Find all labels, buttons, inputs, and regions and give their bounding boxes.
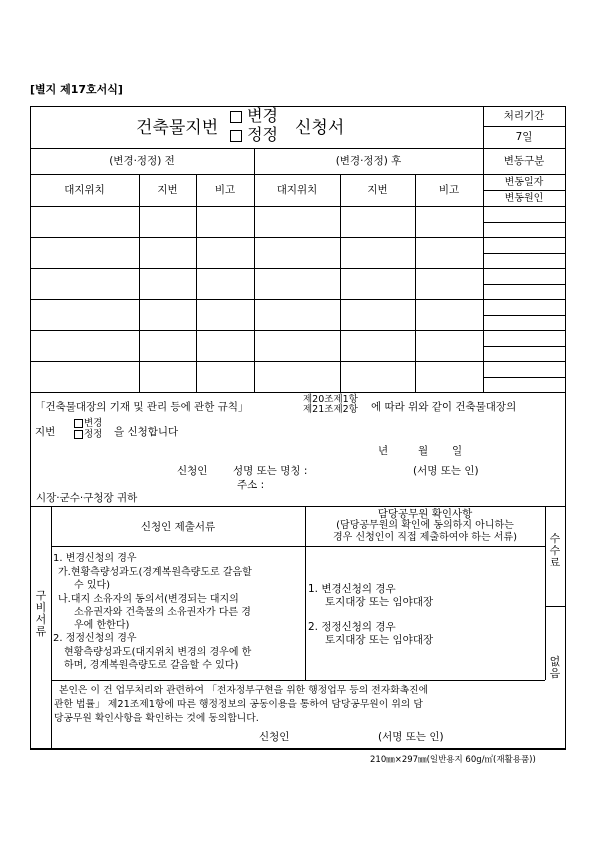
official-check-header: 담당공무원 확인사항 — [377, 508, 473, 520]
paper-spec-footer: 210㎜×297㎜(일반용지 60g/㎡(재활용품)) — [370, 755, 536, 765]
submit-line: 수 있다) — [74, 580, 111, 591]
official-line: 2. 정정신청의 경우 — [308, 621, 396, 633]
statement-rule-name: 「건축물대장의 기재 및 관리 등에 관한 규칙」 — [35, 401, 249, 413]
statement-change-checkbox[interactable] — [74, 419, 83, 428]
fee-value: 없음 — [549, 655, 561, 680]
statement-option-correct: 정정 — [74, 430, 102, 440]
title-option-change: 변경 — [230, 106, 278, 126]
submit-line: 하며, 경계복원측량도로 갈음할 수 있다) — [64, 660, 239, 671]
consent-line: 당공무원 확인사항을 확인하는 것에 동의합니다. — [54, 713, 259, 724]
applicant-label: 신청인 — [177, 465, 208, 477]
statement-line1-end: 에 따라 위와 같이 건축물대장의 — [371, 401, 517, 413]
applicant-docs-header: 신청인 제출서류 — [140, 521, 216, 533]
official-check-note-1: (담당공무원의 확인에 동의하지 아니하는 — [336, 520, 514, 531]
col-after-note: 비고 — [438, 184, 460, 196]
signature-label: (서명 또는 인) — [413, 465, 479, 477]
col-before-note: 비고 — [214, 184, 236, 196]
submit-line: 가.현황측량성과도(경계복원측량도로 갈음할 — [58, 567, 252, 578]
change-reason-label: 변동원인 — [504, 193, 544, 204]
change-checkbox[interactable] — [230, 111, 242, 123]
date-day-label: 일 — [452, 445, 463, 457]
statement-rule-article-b: 제21조제2항 — [303, 404, 358, 415]
processing-period-label: 처리기간 — [503, 110, 545, 122]
submit-line: 소유권자와 건축물의 소유권자가 다른 경 — [74, 607, 251, 618]
recipient-label: 시장·군수·구청장 귀하 — [36, 492, 138, 504]
submit-line: 현황측량성과도(대지위치 변경의 경우에 한 — [64, 647, 252, 658]
processing-period-value: 7일 — [515, 131, 533, 143]
statement-lot-prefix: 지번 — [35, 426, 56, 438]
date-year-label: 년 — [378, 445, 389, 457]
title-option-correct: 정정 — [230, 125, 278, 145]
title-prefix: 건축물지번 — [136, 118, 219, 138]
col-after-location: 대지위치 — [276, 184, 318, 196]
submit-line: 나.대지 소유자의 동의서(변경되는 대지의 — [58, 594, 239, 605]
statement-rule-article-a: 제20조제1항 — [303, 394, 358, 405]
consent-line: 본인은 이 건 업무처리와 관련하여 「전자정부구현을 위한 행정업무 등의 전자화촉진에 — [59, 685, 429, 696]
after-header: (변경·정정) 후 — [335, 155, 402, 167]
change-type-label: 변동구분 — [503, 155, 545, 167]
statement-option-change: 변경 — [74, 419, 102, 429]
col-after-lot: 지번 — [367, 184, 388, 196]
required-docs-label: 구비서류 — [35, 589, 47, 638]
submit-line: 2. 정정신청의 경우 — [53, 633, 137, 644]
official-line: 1. 변경신청의 경우 — [308, 583, 396, 595]
col-before-location: 대지위치 — [64, 184, 105, 196]
official-check-note-2: 경우 신청인이 직접 제출하여야 하는 서류) — [332, 532, 517, 543]
address-label: 주소 : — [237, 479, 265, 491]
change-date-label: 변동일자 — [504, 177, 544, 188]
consent-applicant-label: 신청인 — [259, 731, 290, 743]
correct-checkbox[interactable] — [230, 130, 242, 142]
name-label: 성명 또는 명칭 : — [233, 465, 308, 477]
official-line: 토지대장 또는 임야대장 — [325, 596, 434, 608]
col-before-lot: 지번 — [157, 184, 178, 196]
title-suffix: 신청서 — [295, 118, 345, 138]
submit-line: 1. 변경신청의 경우 — [53, 553, 137, 564]
form-number-label: [별지 제17호서식] — [30, 83, 123, 96]
statement-correct-checkbox[interactable] — [74, 430, 83, 439]
submit-line: 우에 한한다) — [74, 620, 130, 631]
consent-signature-label: (서명 또는 인) — [378, 731, 444, 743]
official-line: 토지대장 또는 임야대장 — [325, 634, 434, 646]
consent-line: 관한 법률」 제21조제1항에 따른 행정정보의 공동이용을 통하여 담당공무원이 위의 담 — [54, 699, 423, 710]
before-header: (변경·정정) 전 — [109, 155, 175, 167]
date-month-label: 월 — [418, 445, 429, 457]
fee-label: 수수료 — [549, 532, 561, 569]
statement-line2-end: 을 신청합니다 — [114, 426, 179, 438]
